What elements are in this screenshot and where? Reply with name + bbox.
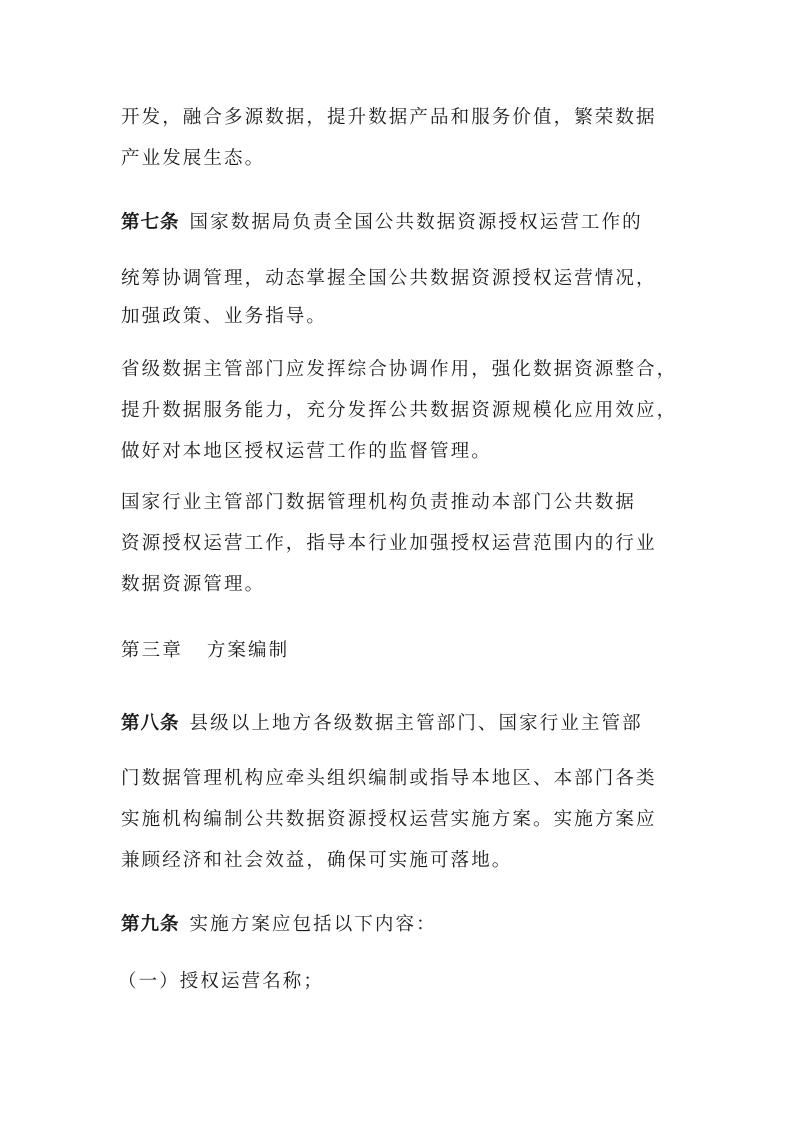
list-item-1 (118, 970, 678, 994)
line-text: 县级以上地方各级数据主管部门、国家行业主管部 (189, 713, 643, 734)
article-label: 第七条 (121, 212, 180, 233)
article-label: 第九条 (121, 914, 180, 935)
line-text: 做好对本地区授权运营工作的监督管理。 (121, 441, 492, 462)
chapter-number: 第三章 (121, 640, 183, 661)
chapter-title: 方案编制 (206, 640, 290, 661)
paragraph-line-10 (121, 532, 681, 556)
line-text: 实施方案应包括以下内容： (189, 914, 437, 935)
paragraph-line-1 (121, 106, 681, 130)
line-text: 国家行业主管部门数据管理机构负责推动本部门公共数据 (121, 492, 637, 513)
line-text: 省级数据主管部门应发挥综合协调作用，强化数据资源整合， (121, 359, 678, 380)
paragraph-line-7 (121, 399, 681, 423)
line-text: 提升数据服务能力，充分发挥公共数据资源规模化应用效应， (121, 400, 678, 421)
paragraph-line-2 (121, 147, 681, 171)
paragraph-line-6 (121, 358, 681, 382)
paragraph-line-4 (121, 267, 681, 291)
line-text: 实施机构编制公共数据资源授权运营实施方案。实施方案应 (121, 809, 657, 830)
line-text: 开发，融合多源数据，提升数据产品和服务价值，繁荣数据 (121, 107, 657, 128)
line-text: （一）授权运营名称； (118, 971, 325, 992)
article-label: 第八条 (121, 713, 180, 734)
line-text: 资源授权运营工作，指导本行业加强授权运营范围内的行业 (121, 533, 657, 554)
paragraph-line-9 (121, 491, 681, 515)
article-7-heading-line (121, 211, 681, 235)
line-text: 门数据管理机构应牵头组织编制或指导本地区、本部门各类 (121, 768, 657, 789)
paragraph-line-14 (121, 767, 681, 791)
line-text: 加强政策、业务指导。 (121, 306, 328, 327)
line-text: 兼顾经济和社会效益，确保可实施可落地。 (121, 850, 513, 871)
paragraph-line-5 (121, 305, 681, 329)
line-text: 产业发展生态。 (121, 148, 266, 169)
article-9-heading-line (121, 913, 681, 937)
line-text: 国家数据局负责全国公共数据资源授权运营工作的 (189, 212, 643, 233)
chapter-heading (121, 639, 681, 663)
paragraph-line-8 (121, 440, 681, 464)
line-text: 数据资源管理。 (121, 574, 266, 595)
paragraph-line-15 (121, 808, 681, 832)
paragraph-line-11 (121, 573, 681, 597)
paragraph-line-16 (121, 849, 681, 873)
article-8-heading-line (121, 712, 681, 736)
line-text: 统筹协调管理，动态掌握全国公共数据资源授权运营情况， (121, 268, 657, 289)
